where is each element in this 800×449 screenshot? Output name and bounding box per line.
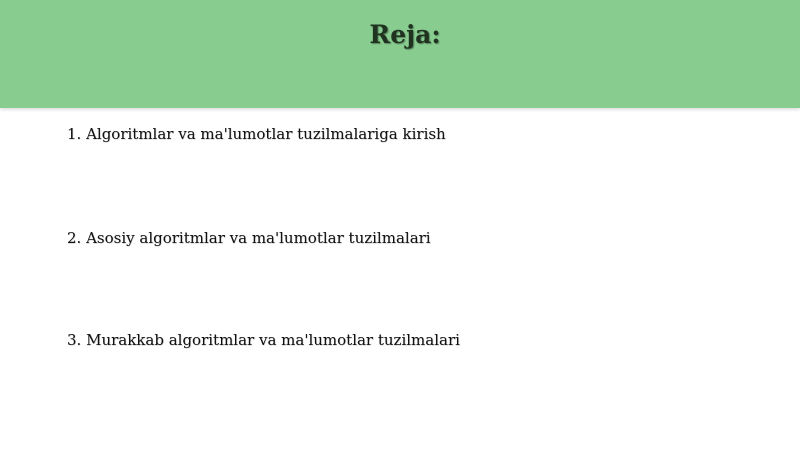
plan-item-3: 3. Murakkab algoritmlar va ma'lumotlar tuzilmalari (67, 331, 460, 349)
slide-title: Reja: (369, 20, 441, 49)
plan-item-1: 1. Algoritmlar va ma'lumotlar tuzilmalariga kirish (67, 125, 446, 143)
header-band (0, 0, 800, 108)
plan-item-2: 2. Asosiy algoritmlar va ma'lumotlar tuzilmalari (67, 229, 431, 247)
